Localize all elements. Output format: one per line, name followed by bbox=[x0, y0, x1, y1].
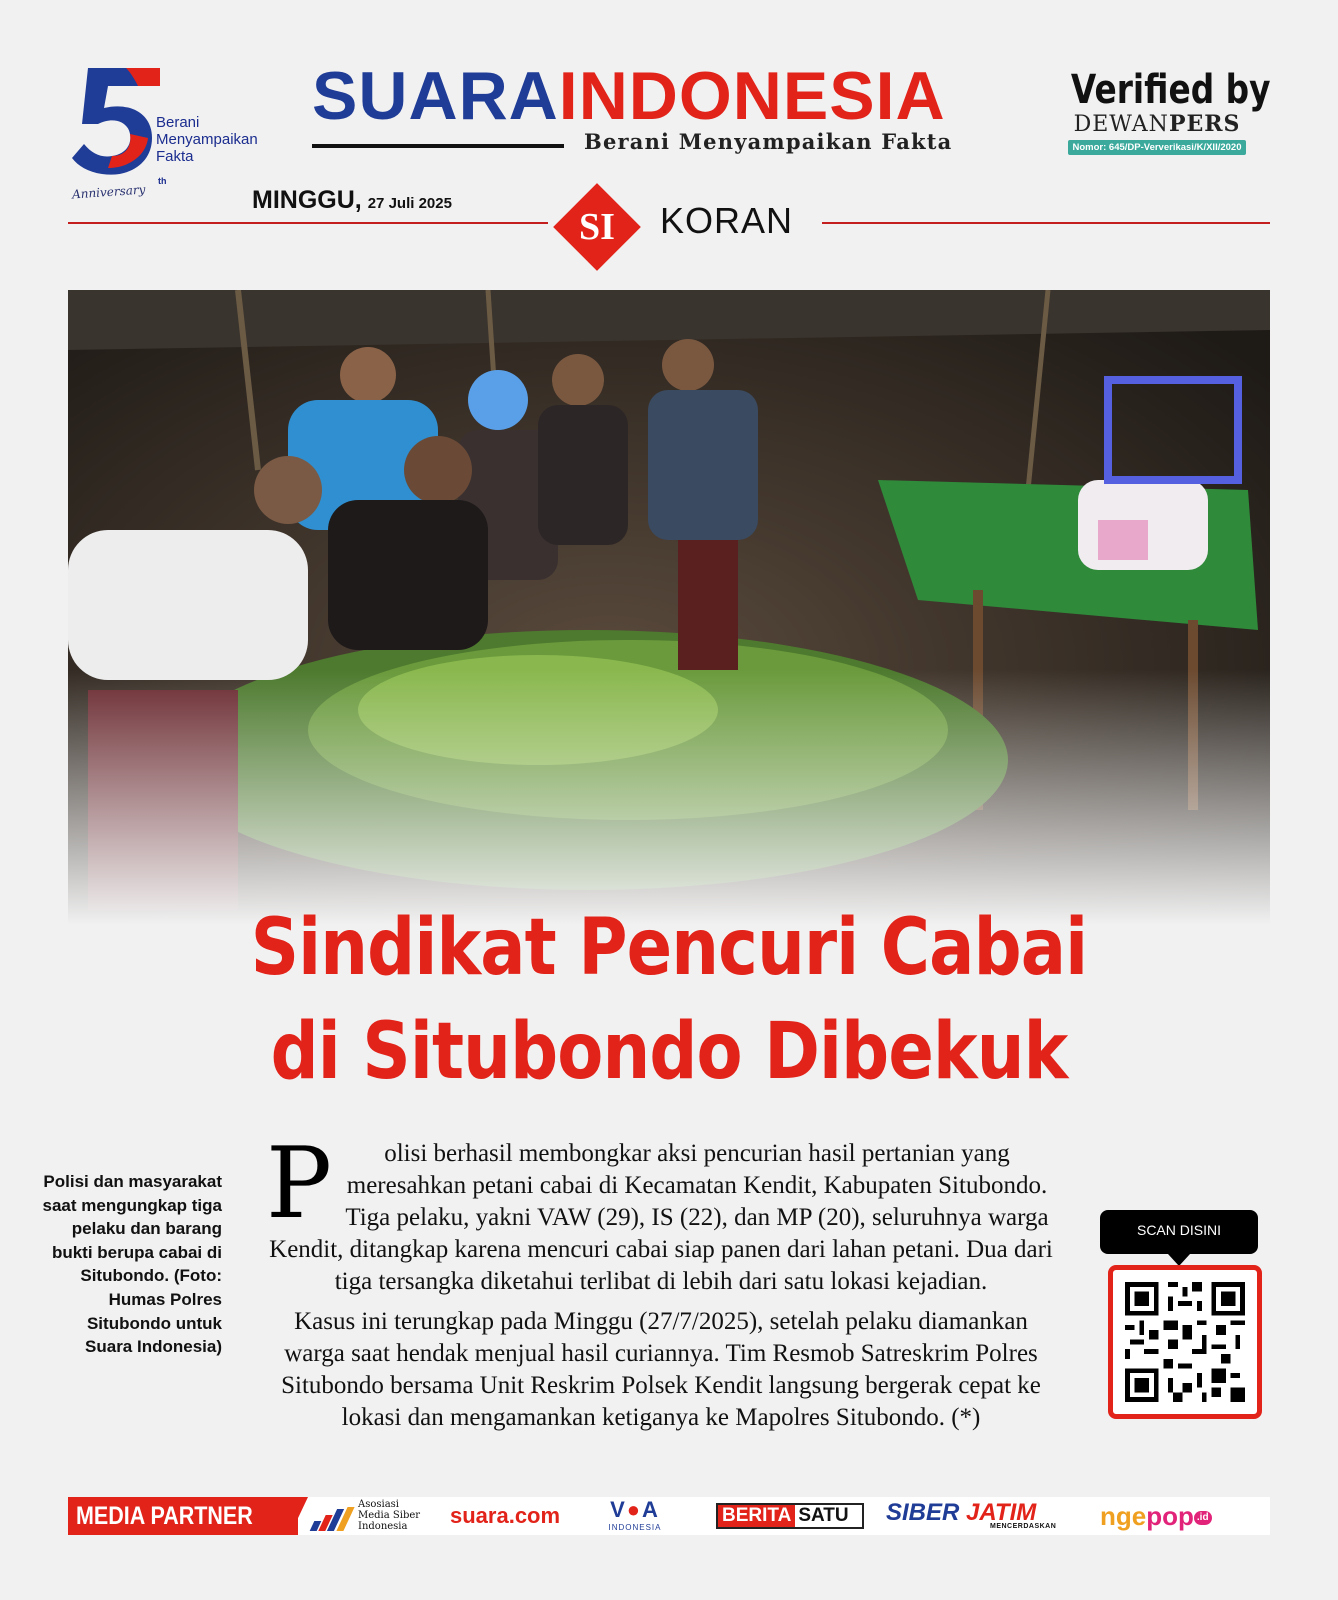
section-name: KORAN bbox=[660, 200, 794, 241]
si-section-logo bbox=[552, 188, 644, 280]
edition-day: MINGGU, bbox=[252, 186, 362, 214]
photo-illustration bbox=[68, 290, 1270, 980]
dewan-pers-name: DEWANPERS bbox=[1073, 111, 1241, 137]
partner-amsi-logo[interactable] bbox=[306, 1497, 436, 1535]
amsi-text: Asosiasi Media Siber Indonesia bbox=[358, 1499, 421, 1532]
anniversary-suffix: th bbox=[158, 176, 167, 186]
partner-voa-logo[interactable] bbox=[600, 1497, 670, 1535]
amsi-bars-icon bbox=[308, 1507, 352, 1531]
anniversary-number-graphic bbox=[68, 64, 168, 184]
verification-number: Nomor: 645/DP-Ververikasi/K/XII/2020 bbox=[1068, 140, 1247, 155]
headline bbox=[0, 896, 1338, 1104]
edition-full-date: 27 Juli 2025 bbox=[367, 195, 452, 212]
headline-line-1: Sindikat Pencuri Cabai bbox=[250, 903, 1088, 993]
partner-ngepop-logo[interactable]: ngepop .id bbox=[1100, 1497, 1270, 1535]
article-paragraph-1: P olisi berhasil membongkar aksi pencurian hasil pertanian yang meresahkan petani cabai di Kecamatan Kendit, Kabupaten Situbondo. Tiga pelaku, yakni VAW (29), IS (22), dan MP (20), seluruhnya warga Kendit, ditangkap karena mencuri cabai siap panen dari lahan petani. Dua dari tiga tersangka diketahui terlibat di lebih dari satu lokasi kejadian. bbox=[266, 1127, 1053, 1295]
qr-code-pattern bbox=[1125, 1282, 1245, 1402]
scan-label: SCAN DISINI bbox=[1100, 1210, 1258, 1254]
photo-caption: Polisi dan masyarakat saat mengungkap tiga pelaku dan barang bukti berupa cabai di Situbondo. (Foto: Humas Polres Situbondo untuk Suara Indonesia) bbox=[42, 1172, 222, 1357]
voa-circle-icon: ● bbox=[626, 1497, 643, 1522]
article-photo bbox=[68, 290, 1270, 980]
header-rule-left bbox=[68, 222, 548, 224]
verification-badge bbox=[1052, 66, 1271, 155]
masthead-tagline: Berani Menyampaikan Fakta bbox=[584, 129, 953, 154]
masthead-title bbox=[312, 56, 946, 136]
article-dropcap: P bbox=[266, 1127, 332, 1241]
siberjatim-sub: MENCERDASKAN bbox=[990, 1523, 1057, 1530]
article-paragraph-2: Kasus ini terungkap pada Minggu (27/7/2025), setelah pelaku diamankan warga saat hendak menjual hasil curiannya. Tim Resmob Satreskrim Polres Situbondo bersama Unit Reskrim Polsek Kendit langsung bergerak cepat ke lokasi dan mengamankan ketiganya ke Mapolres Situbondo. (*) bbox=[281, 1308, 1041, 1431]
partner-beritasatu-logo[interactable]: BERITA SATU bbox=[716, 1503, 864, 1529]
photo-fade-overlay bbox=[68, 290, 1270, 980]
masthead-rule bbox=[312, 144, 564, 148]
masthead-title-suara: SUARA bbox=[312, 58, 559, 134]
qr-code[interactable] bbox=[1108, 1265, 1262, 1419]
si-logo-text: SI bbox=[579, 206, 615, 248]
masthead bbox=[312, 56, 1032, 156]
voa-wordmark: V●A bbox=[610, 1497, 660, 1522]
media-partner-bar bbox=[68, 1497, 1270, 1535]
anniversary-tagline: Berani Menyampaikan Fakta bbox=[156, 114, 258, 165]
verified-by-text: Verified by bbox=[1070, 67, 1271, 113]
article-body bbox=[266, 1127, 1056, 1442]
header-rule-right bbox=[822, 222, 1270, 224]
partner-siberjatim-logo[interactable]: SIBER JATIM MENCERDASKAN bbox=[886, 1499, 1057, 1530]
media-partner-label: MEDIA PARTNER bbox=[68, 1497, 298, 1535]
voa-sub: INDONESIA bbox=[608, 1523, 662, 1532]
anniversary-script: Anniversary bbox=[71, 182, 146, 202]
headline-line-2: di Situbondo Dibekuk bbox=[270, 1007, 1068, 1097]
masthead-title-indonesia: INDONESIA bbox=[558, 58, 946, 134]
edition-date bbox=[252, 186, 452, 215]
partner-suara-logo[interactable]: suara.com bbox=[450, 1503, 561, 1528]
